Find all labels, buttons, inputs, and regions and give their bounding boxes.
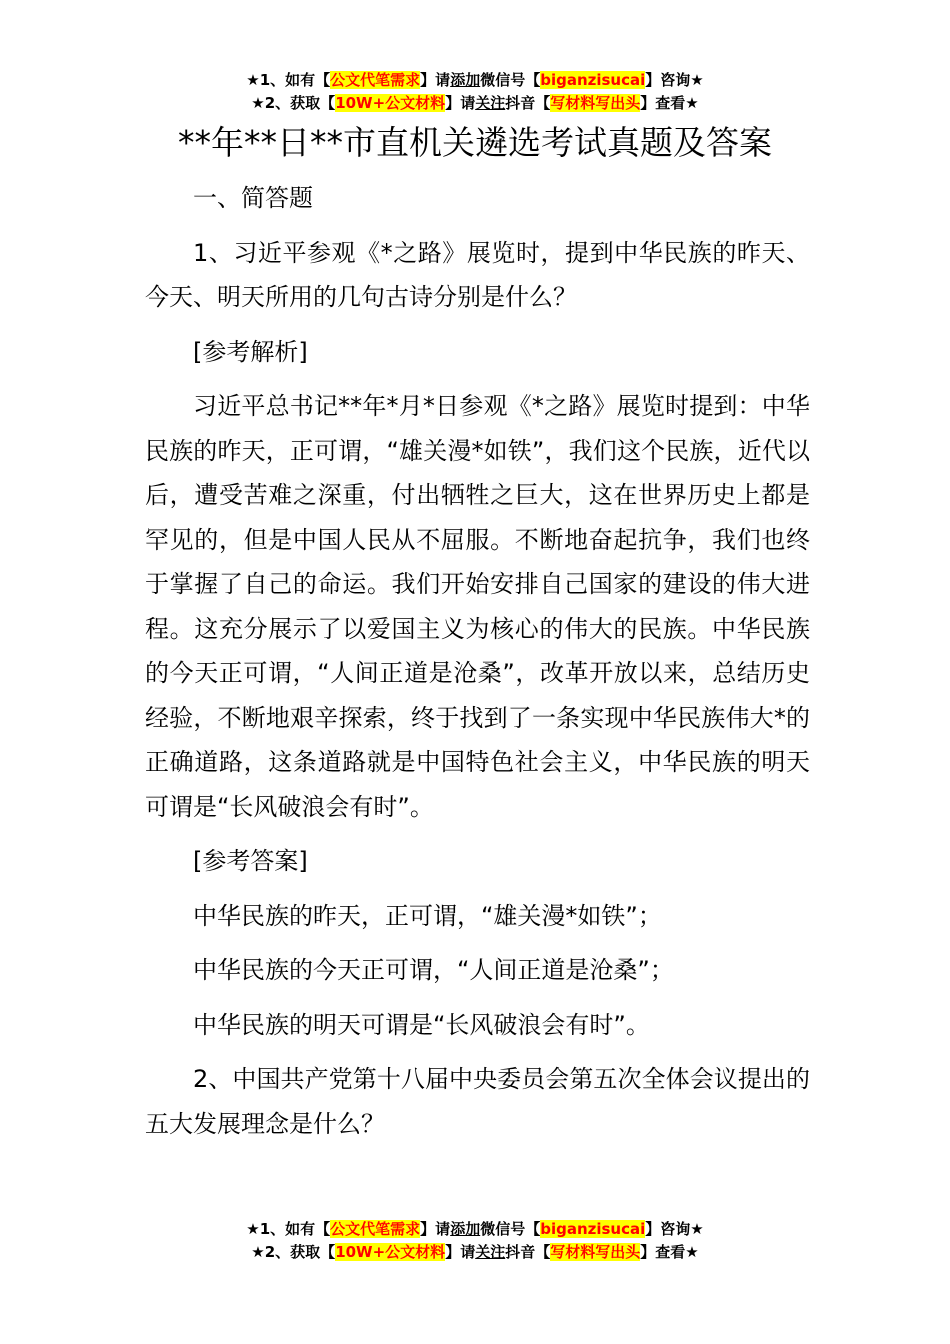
highlight-douyin: 写材料写出头: [550, 1243, 641, 1261]
header-banner: [0, 69, 950, 115]
footer-banner: [0, 1218, 950, 1264]
banner-line-2: [0, 92, 950, 115]
banner-text: 抖音【: [505, 1243, 551, 1261]
banner-text: ★1、如有【: [246, 1220, 331, 1238]
banner-text: ★2、获取【: [251, 94, 336, 112]
answer-label: [参考答案]: [193, 847, 308, 875]
banner-text: 抖音【: [505, 94, 551, 112]
banner-text: 】请: [445, 1243, 476, 1261]
banner-text: 】请: [420, 1220, 451, 1238]
answer-line-2: 中华民族的今天正可谓，“人间正道是沧桑”；: [193, 956, 674, 984]
banner-text: 】请: [420, 71, 451, 89]
banner-underlined: 添加: [450, 1220, 481, 1238]
document-body: [145, 176, 810, 1156]
document-title: **年**日**市直机关遴选考试真题及答案: [178, 123, 772, 162]
section-heading: 一、简答题: [193, 184, 313, 212]
banner-line-1: [0, 1218, 950, 1241]
highlight-douyin: 写材料写出头: [550, 94, 641, 112]
banner-text: 】请: [445, 94, 476, 112]
highlight-materials: 10W+公文材料: [335, 1243, 446, 1261]
question-1: 1、习近平参观《*之路》展览时，提到中华民族的昨天、今天、明天所用的几句古诗分别是什么？: [145, 238, 810, 311]
banner-line-2: [0, 1241, 950, 1264]
banner-text: 微信号【: [480, 71, 541, 89]
highlight-ghostwriting: 公文代笔需求: [330, 1220, 421, 1238]
highlight-wechat-id: biganzisucai: [540, 1220, 646, 1238]
analysis-label: [参考解析]: [193, 337, 308, 366]
answer-line-3: 中华民族的明天可谓是“长风破浪会有时”。: [193, 1010, 650, 1039]
banner-text: 微信号【: [480, 1220, 541, 1238]
analysis-text: 习近平总书记**年*月*日参观《*之路》展览时提到：中华民族的昨天，正可谓，“雄关漫*如铁”，我们这个民族，近代以后，遭受苦难之深重，付出牺牲之巨大，这在世界历史上都是罕见的，但是中国人民从不屈服。不断地奋起抗争，我们也终于掌握了自己的命运。我们开始安排自己国家的建设的伟大进程。这充分展示了以爱国主义为核心的伟大的民族。中华民族的今天正可谓，“人间正道是沧桑”，改革开放以来，总结历史经验，不断地艰辛探索，终于找到了一条实现中华民族伟大*的正确道路，这条道路就是中国特色社会主义，中华民族的明天可谓是“长风破浪会有时”。: [145, 392, 810, 821]
question-2: 2、中国共产党第十八届中央委员会第五次全体会议提出的五大发展理念是什么？: [145, 1065, 810, 1138]
banner-underlined: 关注: [475, 94, 506, 112]
highlight-ghostwriting: 公文代笔需求: [330, 71, 421, 89]
banner-text: ★2、获取【: [251, 1243, 336, 1261]
highlight-wechat-id: biganzisucai: [540, 71, 646, 89]
banner-text: 】咨询★: [645, 71, 704, 89]
banner-text: ★1、如有【: [246, 71, 331, 89]
banner-text: 】咨询★: [645, 1220, 704, 1238]
banner-underlined: 关注: [475, 1243, 506, 1261]
banner-text: 】查看★: [640, 94, 699, 112]
banner-text: 】查看★: [640, 1243, 699, 1261]
answer-line-1: 中华民族的昨天，正可谓，“雄关漫*如铁”；: [193, 901, 662, 930]
banner-line-1: [0, 69, 950, 92]
highlight-materials: 10W+公文材料: [335, 94, 446, 112]
banner-underlined: 添加: [450, 71, 481, 89]
